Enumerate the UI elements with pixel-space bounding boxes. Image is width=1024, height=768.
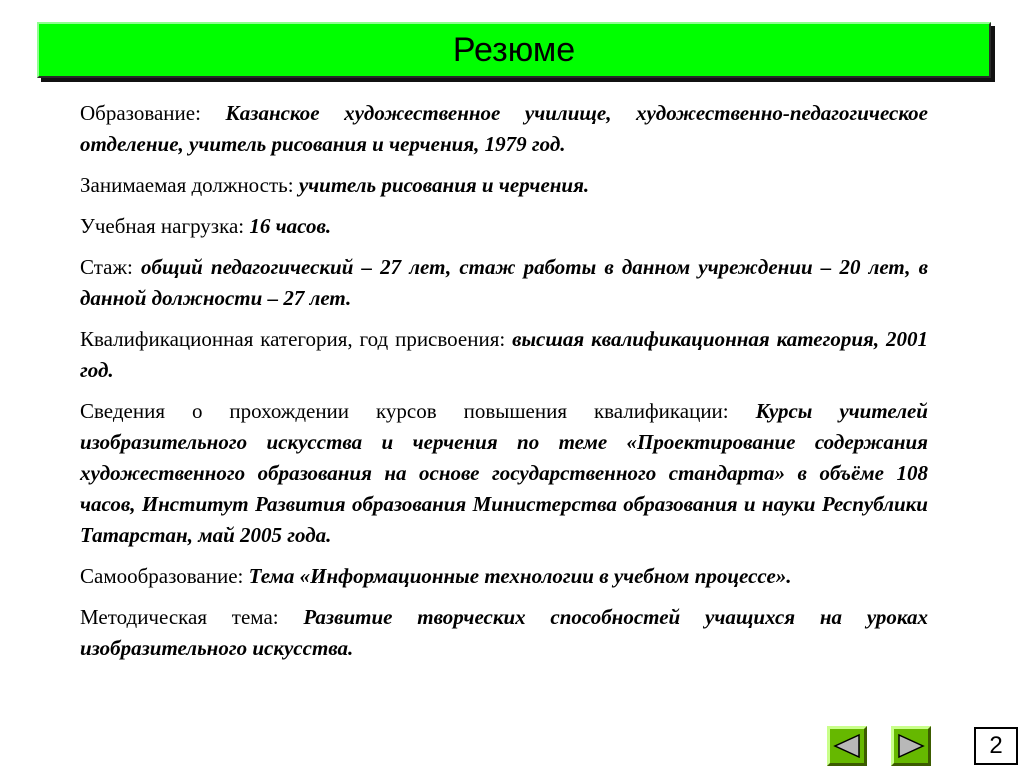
resume-content bbox=[80, 98, 928, 674]
workload-value: 16 часов. bbox=[249, 214, 332, 238]
position-value: учитель рисования и черчения. bbox=[298, 173, 590, 197]
title-bar bbox=[37, 22, 991, 78]
prev-slide-button[interactable] bbox=[827, 726, 867, 766]
self-education-label: Самообразование: bbox=[80, 564, 249, 588]
paragraph-workload bbox=[80, 211, 928, 242]
paragraph-experience bbox=[80, 252, 928, 314]
experience-value: общий педагогический – 27 лет, стаж работы в данном учреждении – 20 лет, в данной должности – 27 лет. bbox=[80, 255, 929, 310]
paragraph-self-education bbox=[80, 561, 928, 592]
experience-label: Стаж: bbox=[80, 255, 141, 279]
courses-value: Курсы учителей изобразительного искусства и черчения по теме «Проектирование содержания художественного образования на основе государственного стандарта» в объёме 108 часов, Институт Развития образования Министерства образования и науки Республики Татарстан, май 2005 года. bbox=[80, 399, 928, 547]
self-education-value: Тема «Информационные технологии в учебном процессе». bbox=[248, 564, 792, 588]
slide-number bbox=[974, 727, 1018, 765]
category-label: Квалификационная категория, год присвоения: bbox=[80, 327, 513, 351]
slide-number-text: 2 bbox=[989, 732, 1003, 759]
next-slide-button[interactable] bbox=[891, 726, 931, 766]
workload-label: Учебная нагрузка: bbox=[80, 214, 250, 238]
position-label: Занимаемая должность: bbox=[80, 173, 299, 197]
page-title: Резюме bbox=[452, 30, 576, 69]
method-theme-value: Развитие творческих способностей учащихся на уроках изобразительного искусства. bbox=[80, 605, 928, 660]
education-value: Казанское художественное училище, художественно-педагогическое отделение, учитель рисования и черчения, 1979 год. bbox=[80, 101, 928, 156]
paragraph-education bbox=[80, 98, 928, 160]
method-theme-label: Методическая тема: bbox=[80, 605, 304, 629]
paragraph-position bbox=[80, 170, 928, 201]
education-label: Образование: bbox=[80, 101, 226, 125]
paragraph-courses bbox=[80, 396, 928, 551]
category-value: высшая квалификационная категория, 2001 год. bbox=[80, 327, 928, 382]
paragraph-method-theme bbox=[80, 602, 928, 664]
courses-label: Сведения о прохождении курсов повышения квалификации: bbox=[80, 399, 756, 423]
triangle-left-icon bbox=[833, 733, 861, 759]
triangle-right-icon bbox=[897, 733, 925, 759]
paragraph-category bbox=[80, 324, 928, 386]
